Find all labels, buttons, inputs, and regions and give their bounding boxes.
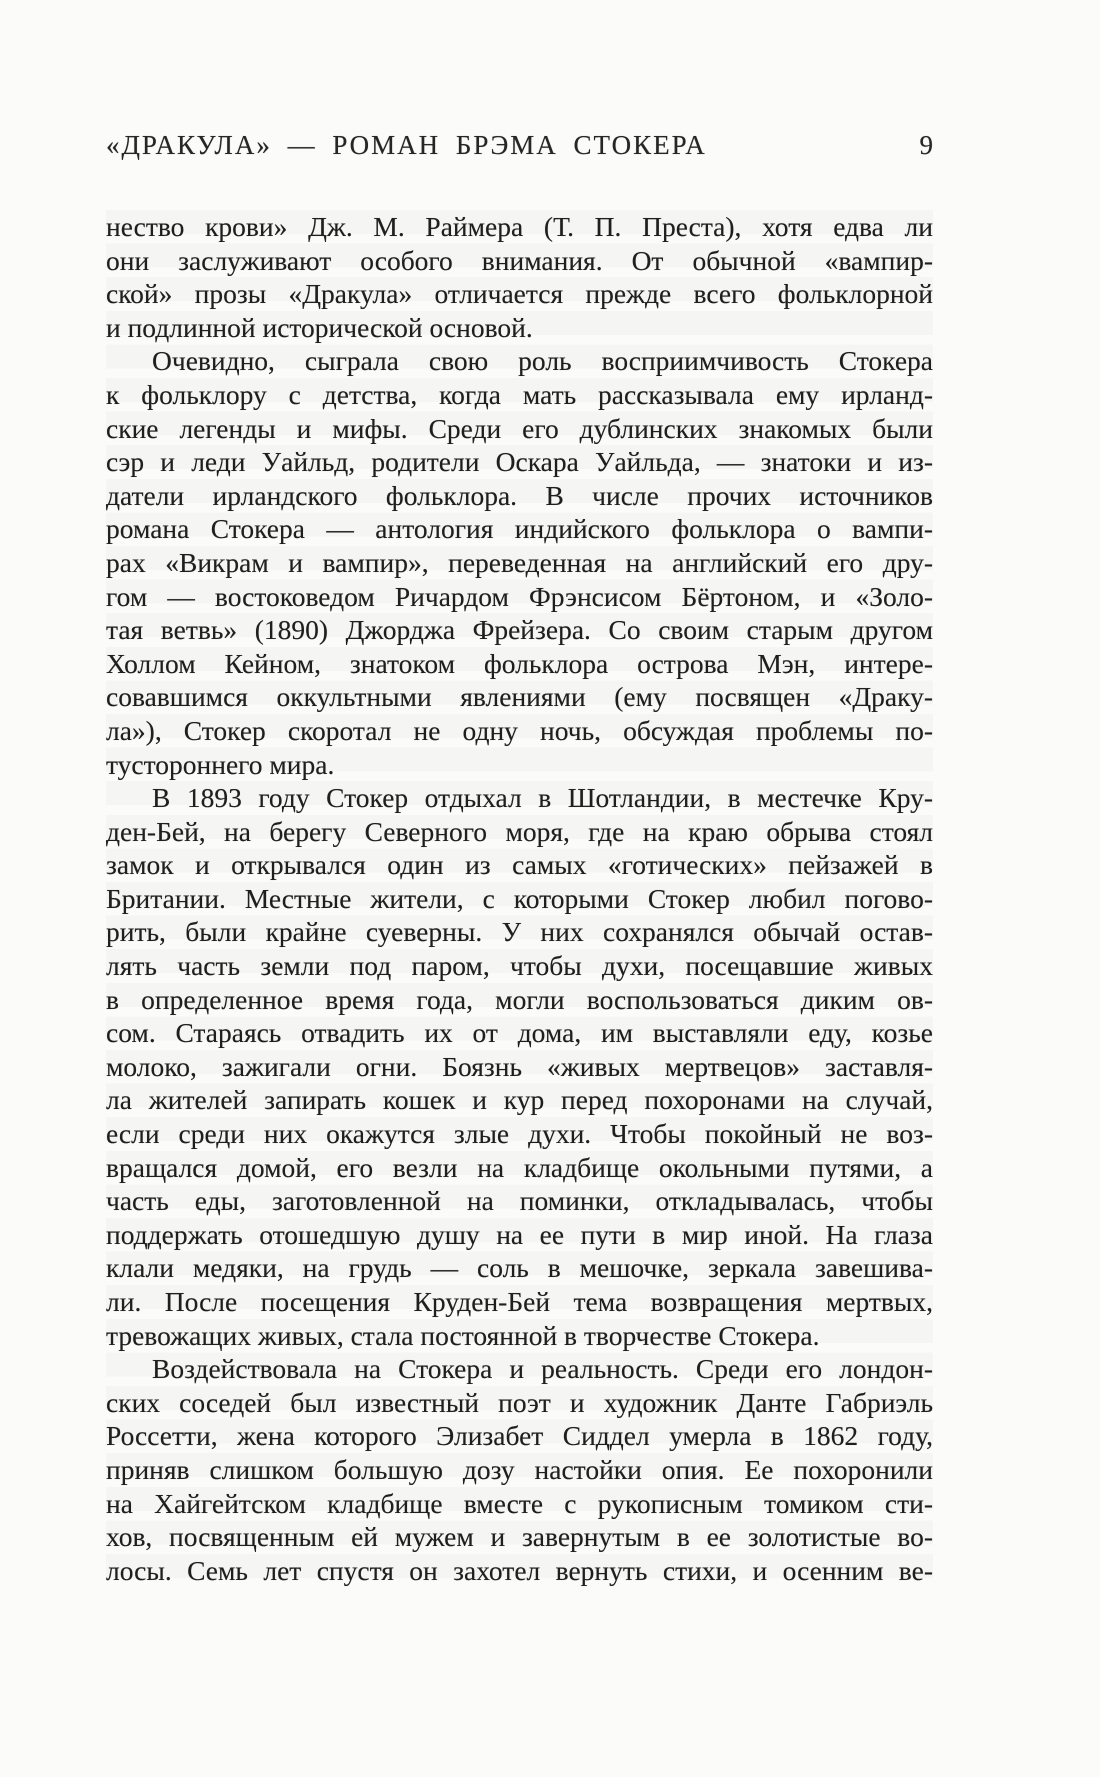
- text-line: ла жителей запирать кошек и кур перед похоронами на случай,: [106, 1084, 933, 1116]
- text-line: вращался домой, его везли на кладбище окольными путями, а: [106, 1151, 933, 1183]
- text-line: ден-Бей, на берегу Северного моря, где на краю обрыва стоял: [106, 815, 933, 847]
- paragraph: [106, 781, 933, 1352]
- text-line: ской» прозы «Дракула» отличается прежде всего фольклорной: [106, 278, 933, 310]
- text-line: В 1893 году Стокер отдыхал в Шотландии, в местечке Кру-: [152, 782, 933, 814]
- text-line: Воздействовала на Стокера и реальность. Среди его лондон-: [152, 1353, 933, 1385]
- text-line: на Хайгейтском кладбище вместе с рукописным томиком сти-: [106, 1487, 933, 1519]
- paragraph: [106, 344, 933, 781]
- text-line: замок и открывался один из самых «готических» пейзажей в: [106, 849, 933, 881]
- text-line: ли. После посещения Круден-Бей тема возвращения мертвых,: [106, 1286, 933, 1317]
- text-line: часть еды, заготовленной на поминки, откладывалась, чтобы: [106, 1185, 933, 1217]
- text-line: гом — востоковедом Ричардом Фрэнсисом Бёртоном, и «Золо-: [106, 580, 933, 612]
- text-line: рах «Викрам и вампир», переведенная на английский его дру-: [106, 546, 933, 578]
- text-line: они заслуживают особого внимания. От обычной «вампир-: [106, 244, 933, 276]
- text-line: совавшимся оккультными явлениями (ему посвящен «Драку-: [106, 681, 933, 713]
- text-line: если среди них окажутся злые духи. Чтобы покойный не воз-: [106, 1118, 933, 1150]
- paragraph: [106, 210, 933, 344]
- page-header: [106, 130, 933, 161]
- text-line: лять часть земли под паром, чтобы духи, посещавшие живых: [106, 950, 933, 982]
- text-line: хов, посвященным ей мужем и завернутым в ее золотистые во-: [106, 1521, 933, 1553]
- paragraph: [106, 1352, 933, 1587]
- text-line: тустороннего мира.: [106, 748, 335, 780]
- text-line: ских соседей был известный поэт и художник Данте Габриэль: [106, 1386, 933, 1418]
- body-text: [106, 210, 933, 1587]
- text-line: клали медяки, на грудь — соль в мешочке, зеркала завешива-: [106, 1252, 933, 1284]
- text-line: рить, были крайне суеверны. У них сохранялся обычай остав-: [106, 916, 933, 948]
- text-line: лосы. Семь лет спустя он захотел вернуть стихи, и осенним ве-: [106, 1554, 933, 1586]
- text-line: ла»), Стокер скоротал не одну ночь, обсуждая проблемы по-: [106, 714, 933, 746]
- text-line: и подлинной исторической основой.: [106, 311, 533, 343]
- text-line: к фольклору с детства, когда мать рассказывала ему ирланд-: [106, 378, 933, 410]
- text-line: в определенное время года, могли воспользоваться диким ов-: [106, 983, 933, 1015]
- text-line: поддержать отошедшую душу на ее пути в мир иной. На глаза: [106, 1218, 933, 1250]
- text-line: приняв слишком большую дозу настойки опия. Ее похоронили: [106, 1453, 933, 1485]
- text-line: Очевидно, сыграла свою роль восприимчивость Стокера: [152, 345, 933, 377]
- text-line: Британии. Местные жители, с которыми Стокер любил погово-: [106, 882, 933, 914]
- text-line: сэр и леди Уайльд, родители Оскара Уайльда, — знатоки и из-: [106, 446, 933, 478]
- text-line: ские легенды и мифы. Среди его дублинских знакомых были: [106, 412, 933, 444]
- text-line: тая ветвь» (1890) Джорджа Фрейзера. Со своим старым другом: [106, 614, 933, 646]
- text-line: датели ирландского фольклора. В числе прочих источников: [106, 479, 933, 511]
- text-line: нество крови» Дж. М. Раймера (Т. П. Преста), хотя едва ли: [106, 211, 933, 242]
- text-line: Холлом Кейном, знатоком фольклора острова Мэн, интере-: [106, 647, 933, 679]
- text-line: молоко, зажигали огни. Боязнь «живых мертвецов» заставля-: [106, 1050, 933, 1082]
- text-line: сом. Стараясь отвадить их от дома, им выставляли еду, козье: [106, 1017, 933, 1049]
- text-line: Россетти, жена которого Элизабет Сиддел умерла в 1862 году,: [106, 1420, 933, 1452]
- text-line: романа Стокера — антология индийского фольклора о вампи-: [106, 513, 933, 545]
- page-number: 9: [919, 130, 933, 160]
- text-line: тревожащих живых, стала постоянной в творчестве Стокера.: [106, 1319, 820, 1351]
- running-title: «ДРАКУЛА» — РОМАН БРЭМА СТОКЕРА: [106, 130, 707, 160]
